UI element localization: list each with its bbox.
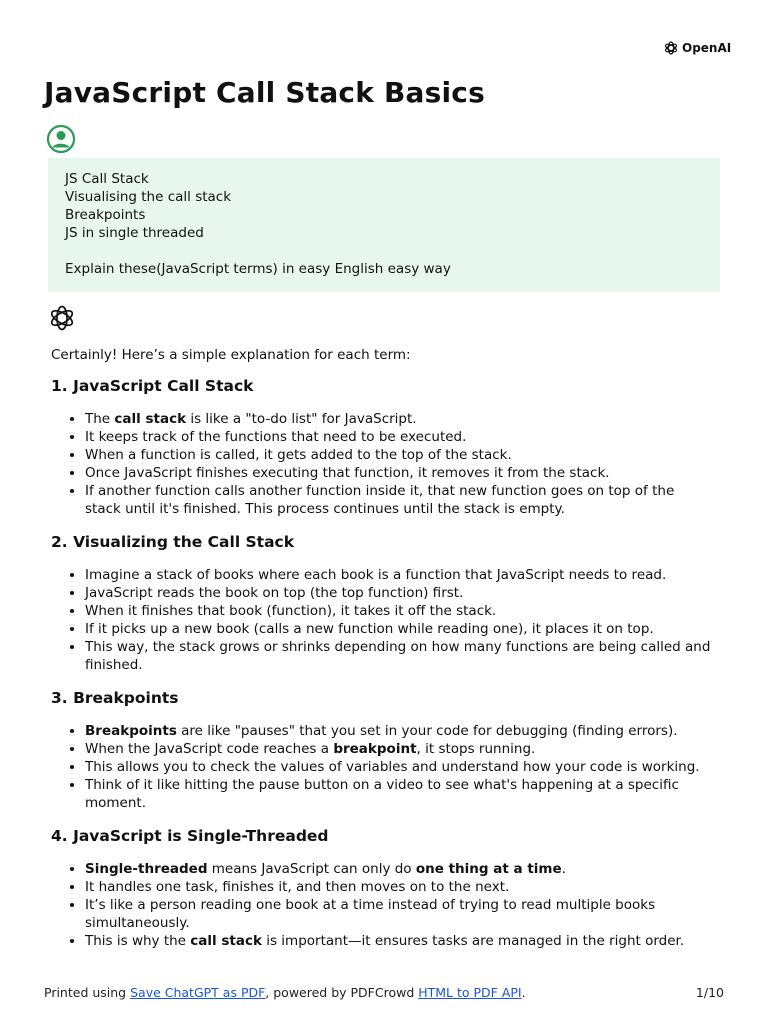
text-segment: The	[85, 411, 115, 427]
assistant-answer	[51, 346, 711, 964]
footer	[44, 985, 724, 1000]
footer-credit	[44, 985, 526, 1000]
page-number: 1/10	[695, 985, 724, 1000]
text-segment: is important—it ensures tasks are managed in the right order.	[261, 933, 685, 949]
footer-middle: , powered by PDFCrowd	[265, 985, 419, 1000]
text-segment: means JavaScript can only do	[207, 861, 416, 877]
text-segment: This allows you to check the values of variables and understand how your code is working.	[85, 759, 700, 775]
save-chatgpt-link[interactable]: Save ChatGPT as PDF	[130, 985, 266, 1000]
list-item	[85, 566, 711, 584]
list-item	[85, 428, 711, 446]
section-heading: 2. Visualizing the Call Stack	[51, 533, 295, 551]
prompt-line: JS Call Stack	[65, 171, 149, 187]
list-item	[85, 620, 711, 638]
list-item	[85, 464, 711, 482]
text-segment: JavaScript reads the book on top (the top function) first.	[85, 585, 464, 601]
section-heading: 1. JavaScript Call Stack	[51, 377, 254, 395]
text-segment: This way, the stack grows or shrinks depending on how many functions are being called and finished.	[85, 639, 711, 673]
user-prompt	[48, 158, 720, 292]
prompt-line: JS in single threaded	[65, 225, 204, 241]
text-segment: .	[561, 861, 566, 877]
text-segment: When the JavaScript code reaches a	[85, 741, 334, 757]
section-list	[51, 722, 711, 812]
section-list	[51, 410, 711, 518]
prompt-request: Explain these(JavaScript terms) in easy English easy way	[65, 261, 451, 277]
text-segment: are like "pauses" that you set in your code for debugging (finding errors).	[176, 723, 678, 739]
bold-term: Single-threaded	[85, 861, 208, 877]
bold-term: one thing at a time	[415, 861, 562, 877]
answer-sections	[51, 376, 711, 950]
html-to-pdf-link[interactable]: HTML to PDF API	[418, 985, 522, 1000]
list-item	[85, 896, 711, 932]
bold-term: Breakpoints	[85, 723, 177, 739]
footer-suffix: .	[521, 985, 526, 1000]
list-item	[85, 584, 711, 602]
text-segment: Once JavaScript finishes executing that function, it removes it from the stack.	[85, 465, 610, 481]
text-segment: is like a "to-do list" for JavaScript.	[186, 411, 417, 427]
section-heading: 3. Breakpoints	[51, 689, 179, 707]
list-item	[85, 482, 711, 518]
brand-logo	[663, 40, 731, 56]
text-segment: It’s like a person reading one book at a time instead of trying to read multiple books simultaneously.	[85, 897, 656, 931]
text-segment: Think of it like hitting the pause button on a video to see what's happening at a specific moment.	[85, 777, 679, 811]
list-item	[85, 932, 711, 950]
list-item	[85, 722, 711, 740]
assistant-openai-icon	[48, 304, 76, 332]
section-list	[51, 860, 711, 950]
list-item	[85, 776, 711, 812]
list-item	[85, 878, 711, 896]
list-item	[85, 860, 711, 878]
section-list	[51, 566, 711, 674]
answer-intro: Certainly! Here’s a simple explanation for each term:	[51, 347, 411, 363]
list-item	[85, 758, 711, 776]
list-item	[85, 740, 711, 758]
user-avatar-icon	[46, 124, 76, 154]
text-segment: This is why the	[85, 933, 191, 949]
bold-term: breakpoint	[333, 741, 417, 757]
text-segment: When it finishes that book (function), it takes it off the stack.	[85, 603, 497, 619]
section-heading: 4. JavaScript is Single-Threaded	[51, 827, 329, 845]
list-item	[85, 410, 711, 428]
prompt-line: Breakpoints	[65, 207, 146, 223]
text-segment: If it picks up a new book (calls a new function while reading one), it places it on top.	[85, 621, 654, 637]
list-item	[85, 602, 711, 620]
text-segment: It handles one task, finishes it, and then moves on to the next.	[85, 879, 510, 895]
brand-name: OpenAI	[682, 41, 732, 55]
openai-icon	[663, 40, 679, 56]
list-item	[85, 638, 711, 674]
text-segment: If another function calls another function inside it, that new function goes on top of the stack until it's finished. This process continues until the stack is empty.	[85, 483, 675, 517]
list-item	[85, 446, 711, 464]
text-segment: It keeps track of the functions that need to be executed.	[85, 429, 467, 445]
page-title: JavaScript Call Stack Basics	[44, 76, 485, 109]
footer-prefix: Printed using	[44, 985, 131, 1000]
text-segment: When a function is called, it gets added to the top of the stack.	[85, 447, 512, 463]
bold-term: call stack	[190, 933, 262, 949]
bold-term: call stack	[114, 411, 187, 427]
text-segment: , it stops running.	[416, 741, 536, 757]
text-segment: Imagine a stack of books where each book is a function that JavaScript needs to read.	[85, 567, 667, 583]
prompt-line: Visualising the call stack	[65, 189, 232, 205]
